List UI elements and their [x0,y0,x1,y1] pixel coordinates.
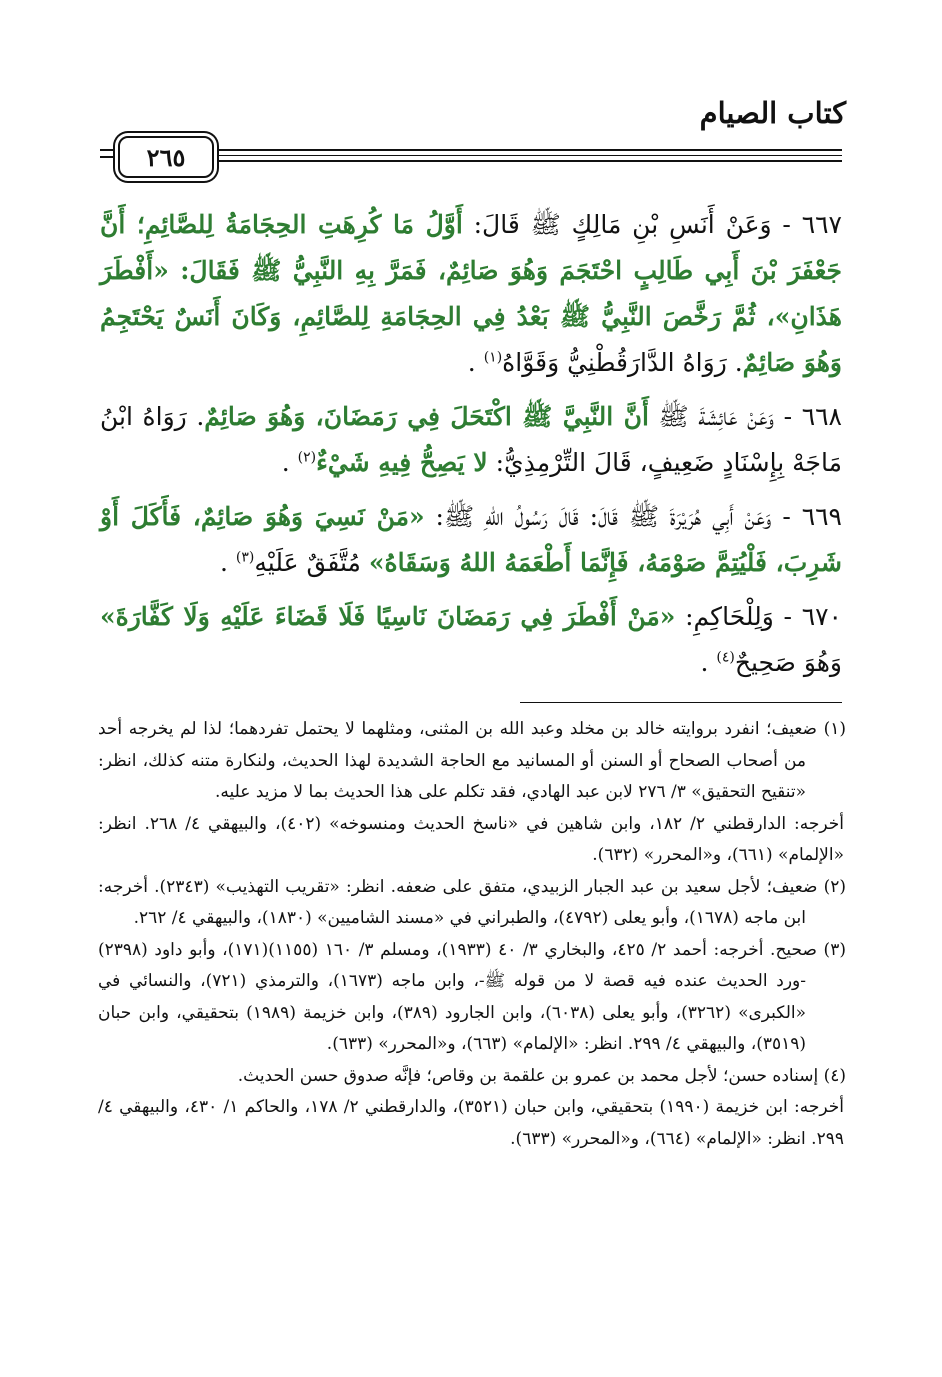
footnote-1: (١) ضعيف؛ انفرد بروايته خالد بن مخلد وعبد الله بن المثنى، ومثلهما لا يحتمل تفردهما؛ لذا لم يخرجه أحد من أصحاب الصحاح أو السنن أو المسانيد مع الحاجة الشديدة لهذا الحديث، ولنكارة متنه كذلك، انظر: «تنقيح التحقيق» ٣/ ٢٧٦ لابن عبد الهادي، فقد تكلم على هذا الحديث بما لا مزيد عليه. [98,719,846,802]
footnote-1-sources: أخرجه: الدارقطني ٢/ ١٨٢، وابن شاهين في «ناسخ الحديث ومنسوخه» (٤٠٢)، والبيهقي ٤/ ٢٦٨. انظر: «الإلمام» (٦٦١)، و«المحرر» (٦٣٢). [98,813,845,865]
header-end-mark [100,146,114,162]
hadith-section [100,202,842,694]
header-lines [212,136,842,176]
hadith-text: «مَنْ نَسِيَ وَهُوَ صَائِمٌ، فَأَكَلَ أَوْ شَرِبَ، فَلْيُتِمَّ صَوْمَهُ، فَإِنَّمَا أَطْعَمَهُ اللهُ وَسَقَاهُ» [100,502,842,577]
hadith-number: ٦٦٩ [801,502,842,531]
hadith-text: أَنَّ النَّبِيَّ ﷺ اكْتَحَلَ فِي رَمَضَانَ، وَهُوَ صَائِمٌ [204,402,649,431]
hadith-text: أَوَّلُ مَا كُرِهَتِ الحِجَامَةُ لِلصَّائِمِ؛ أَنَّ جَعْفَرَ بْنَ أَبِي طَالِبٍ احْتَجَمَ وَهُوَ صَائِمٌ، فَمَرَّ بِهِ النَّبِيُّ ﷺ فَقَالَ: «أَفْطَرَ هَذَانِ»، ثُمَّ رَخَّصَ النَّبِيُّ ﷺ بَعْدُ فِي الحِجَامَةِ لِلصَّائِمِ، وَكَانَ أَنَسٌ يَحْتَجِمُ وَهُوَ صَائِمٌ [100,210,842,377]
chapter-title: كتاب الصيام [699,96,846,130]
hadith-668: ٦٦٨ - وَعَنْ عَائِشَةَ ﷺ أَنَّ النَّبِيَّ ﷺ اكْتَحَلَ فِي رَمَضَانَ، وَهُوَ صَائِمٌ. رَوَاهُ ابْنُ مَاجَهْ بِإِسْنَادٍ ضَعِيفٍ، قَالَ التِّرْمِذِيُّ: لا يَصِحُّ فِيهِ شَيْءٌ$^{(٢)}$ . [100,402,842,477]
hadith-source: مُتَّفَقٌ عَلَيْهِ [254,548,369,577]
hadith-670: ٦٧٠ - وَلِلْحَاكِمِ: «مَنْ أَفْطَرَ فِي رَمَضَانَ نَاسِيًا فَلَا قَضَاءَ عَلَيْهِ وَلَا كَفَّارَةَ» وَهُوَ صَحِيحٌ$^{(٤)}$ . [100,602,842,677]
footnote-4: (٤) إسناده حسن؛ لأجل محمد بن عمرو بن علقمة بن وقاص؛ فإنَّه صدوق حسن الحديث. [237,1065,846,1086]
footnote-ref: (١) [483,349,503,366]
footnote-2: (٢) ضعيف؛ لأجل سعيد بن عبد الجبار الزبيدي، متفق على ضعفه. انظر: «تقريب التهذيب» (٢٣٤٣). أخرجه: ابن ماجه (١٦٧٨)، وأبو يعلى (٤٧٩٢)، والطبراني في «مسند الشاميين» (١٨٣٠)، والبيهقي ٤/ ٢٦٢. [98,876,846,928]
footnote-4-sources: أخرجه: ابن خزيمة (١٩٩٠) بتحقيقي، وابن حبان (٣٥٢١)، والدارقطني ٢/ ١٧٨، والحاكم ١/ ٤٣٠، والبيهقي ٤/ ٢٩٩. انظر: «الإلمام» (٦٦٤)، و«المحرر» (٦٣٣). [98,1097,844,1149]
hadith-intro: - وَعَنْ عَائِشَةَ ﷺ [648,402,802,431]
hadith-intro: - وَلِلْحَاكِمِ: [675,602,802,631]
hadith-source: . رَوَاهُ ابْنُ مَاجَهْ بِإِسْنَادٍ ضَعِيفٍ، قَالَ التِّرْمِذِيُّ: [100,402,842,477]
hadith-number: ٦٧٠ [801,602,842,631]
hadith-667: ٦٦٧ - وَعَنْ أَنَسِ بْنِ مَالِكٍ ﷺ قَالَ: أَوَّلُ مَا كُرِهَتِ الحِجَامَةُ لِلصَّائِمِ؛ أَنَّ جَعْفَرَ بْنَ أَبِي طَالِبٍ احْتَجَمَ وَهُوَ صَائِمٌ، فَمَرَّ بِهِ النَّبِيُّ ﷺ فَقَالَ: «أَفْطَرَ هَذَانِ»، ثُمَّ رَخَّصَ النَّبِيُّ ﷺ بَعْدُ فِي الحِجَامَةِ لِلصَّائِمِ، وَكَانَ أَنَسٌ يَحْتَجِمُ وَهُوَ صَائِمٌ. رَوَاهُ الدَّارَقُطْنِيُّ وَقَوَّاهُ$^{(١)}$ . [100,210,842,377]
hadith-intro: - وَعَنْ أَبِي هُرَيْرَةَ ﷺ قَالَ: قَالَ رَسُولُ اللهِ ﷺ: [424,502,802,531]
hadith-number: ٦٦٧ [801,210,842,239]
footnotes [98,714,846,1155]
footnote-ref: (٢) [297,449,317,466]
footnote-ref: (٣) [235,549,255,566]
footnote-3: (٣) صحيح. أخرجه: أحمد ٢/ ٤٢٥، والبخاري ٣/ ٤٠ (١٩٣٣)، ومسلم ٣/ ١٦٠ (١١٥٥)(١٧١)، وأبو داود (٢٣٩٨) -ورد الحديث عنده فيه قصة لا من قوله ﷺ-، وابن ماجه (١٦٧٣)، والترمذي (٧٢١)، والنسائي في «الكبرى» (٣٢٦٢)، وأبو يعلى (٦٠٣٨)، وابن الجارود (٣٨٩)، وابن خزيمة (١٩٨٩) بتحقيقي، وابن حبان (٣٥١٩)، والبيهقي ٤/ ٢٩٩. انظر: «الإلمام» (٦٦٣)، و«المحرر» (٦٣٣). [98,939,846,1054]
hadith-source: . رَوَاهُ الدَّارَقُطْنِيُّ وَقَوَّاهُ [502,348,743,377]
footnote-ref: (٤) [716,649,735,666]
hadith-669: ٦٦٩ - وَعَنْ أَبِي هُرَيْرَةَ ﷺ قَالَ: قَالَ رَسُولُ اللهِ ﷺ: «مَنْ نَسِيَ وَهُوَ صَائِمٌ، فَأَكَلَ أَوْ شَرِبَ، فَلْيُتِمَّ صَوْمَهُ، فَإِنَّمَا أَطْعَمَهُ اللهُ وَسَقَاهُ» مُتَّفَقٌ عَلَيْهِ$^{(٣)}$ . [100,502,842,577]
grading-text: لا يَصِحُّ فِيهِ شَيْءٌ [316,448,488,477]
hadith-number: ٦٦٨ [801,402,842,431]
hadith-text: «مَنْ أَفْطَرَ فِي رَمَضَانَ نَاسِيًا فَلَا قَضَاءَ عَلَيْهِ وَلَا كَفَّارَةَ» [100,602,676,631]
hadith-intro: - وَعَنْ أَنَسِ بْنِ مَالِكٍ ﷺ قَالَ: [462,210,802,239]
hadith-source: وَهُوَ صَحِيحٌ [734,648,842,677]
header-rule [100,136,842,176]
footnote-separator [520,702,842,703]
page-number: ٢٦٥ [118,136,214,178]
